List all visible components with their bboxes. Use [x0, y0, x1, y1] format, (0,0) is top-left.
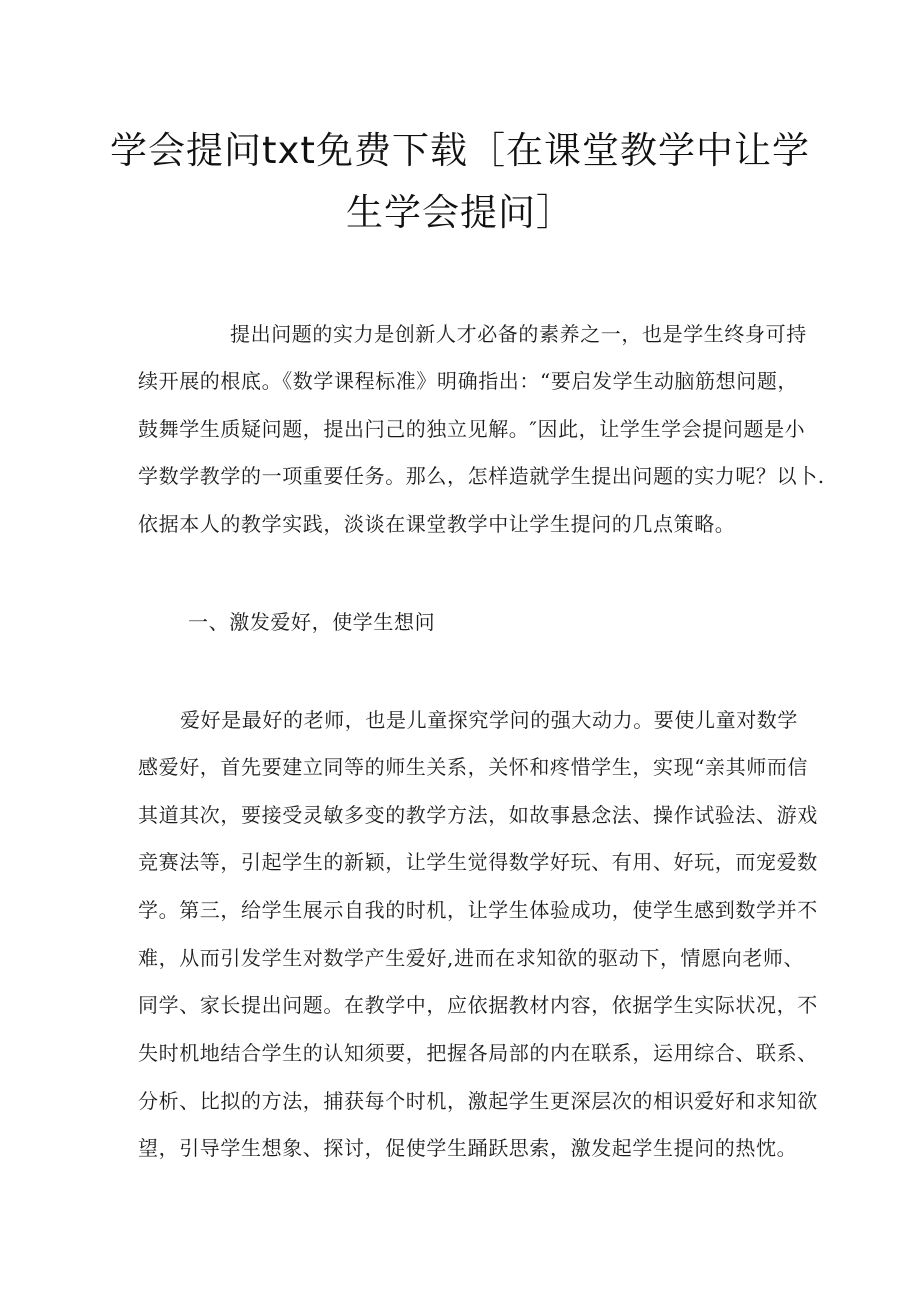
section-1-line-6: 难，从而引发学生对数学产生爱好,进而在求知欲的驱动下，情愿向老师、 — [138, 946, 805, 970]
section-1-line-10: 望，引导学生想象、探讨，促使学生踊跃思索，激发起学生提问的热忱。 — [138, 1136, 798, 1160]
section-1-line-4: 竞赛法等，引起学生的新颖，让学生觉得数学好玩、有用、好玩，而宠爱数 — [138, 850, 818, 874]
intro-line-2: 续开展的根底。《数学课程标准》明确指出：“要启发学生动脑筋想问题， — [138, 369, 799, 393]
intro-line-5: 依据本人的教学实践，淡谈在课堂教学中让学生提问的几点策略。 — [138, 512, 736, 536]
document-title-line-1: 学会提问txt免费下载［在课堂教学中让学 — [110, 129, 810, 172]
section-1-line-2: 感爱好，首先要建立同等的师生关系，关怀和疼惜学生，实现“亲其师而信 — [138, 755, 809, 779]
section-1-line-1: 爱好是最好的老师，也是儿童探究学问的强大动力。要使儿童对数学 — [180, 708, 798, 732]
section-1-line-9: 分析、比拟的方法，捕获每个时机，激起学生更深层次的相识爱好和求知欲 — [138, 1089, 818, 1113]
section-1-line-7: 同学、家长提出问题。在教学中，应依据教材内容，依据学生实际状况，不 — [138, 993, 818, 1017]
intro-line-1: 提出问题的实力是创新人才必备的素养之一，也是学生终身可持 — [230, 322, 807, 346]
intro-line-3: 鼓舞学生质疑问题，提出闩己的独立见解。″因此，让学生学会提问题是小 — [138, 417, 806, 441]
document-title-line-2: 生学会提问］ — [346, 191, 574, 234]
section-1-line-8: 失时机地结合学生的认知须要，把握各局部的内在联系，运用综合、联系、 — [138, 1041, 818, 1065]
intro-line-4: 学数学教学的一项重要任务。那么，怎样造就学生提出问题的实力呢？以卜. — [138, 464, 825, 488]
section-1-heading: 一、激发爱好，使学生想问 — [188, 610, 436, 634]
section-1-line-3: 其道其次，要接受灵敏多变的教学方法，如故事悬念法、操作试验法、游戏 — [138, 803, 818, 827]
section-1-line-5: 学。第三，给学生展示自我的时机，让学生体验成功，使学生感到数学并不 — [138, 898, 818, 922]
